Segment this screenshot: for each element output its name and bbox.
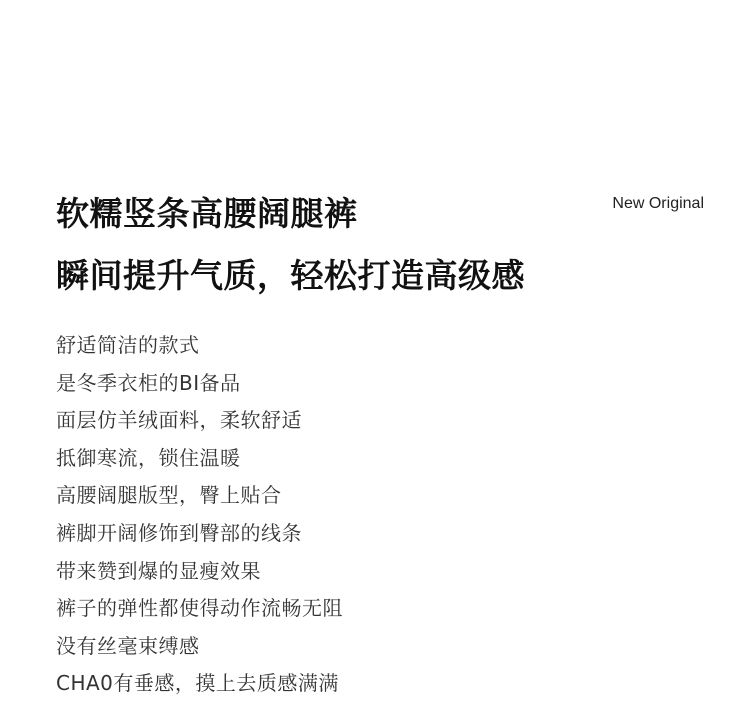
feature-item-1: 舒适简洁的款式 <box>56 333 200 357</box>
product-headline <box>56 183 596 307</box>
feature-list <box>56 327 343 703</box>
feature-item-9: 没有丝毫束缚感 <box>56 633 200 658</box>
feature-item-10: CHA0有垂感，摸上去质感满满 <box>56 671 339 696</box>
feature-item-4: 抵御寒流，锁住温暖 <box>56 445 241 470</box>
feature-item-7: 带来赞到爆的显瘦效果 <box>56 558 261 583</box>
feature-item-3: 面层仿羊绒面料，柔软舒适 <box>56 408 302 433</box>
feature-item-6: 裤脚开阔修饰到臀部的线条 <box>56 520 302 545</box>
feature-item-2: 是冬季衣柜的BI备品 <box>56 370 241 395</box>
headline-subtitle: 瞬间提升气质，轻松打造高级感 <box>56 256 525 295</box>
feature-item-5: 高腰阔腿版型，臀上贴合 <box>56 483 282 508</box>
brand-tagline: New Original <box>612 195 704 212</box>
headline-title: 软糯竖条高腰阔腿裤 <box>56 194 358 233</box>
feature-item-8: 裤子的弹性都使得动作流畅无阻 <box>56 596 343 621</box>
